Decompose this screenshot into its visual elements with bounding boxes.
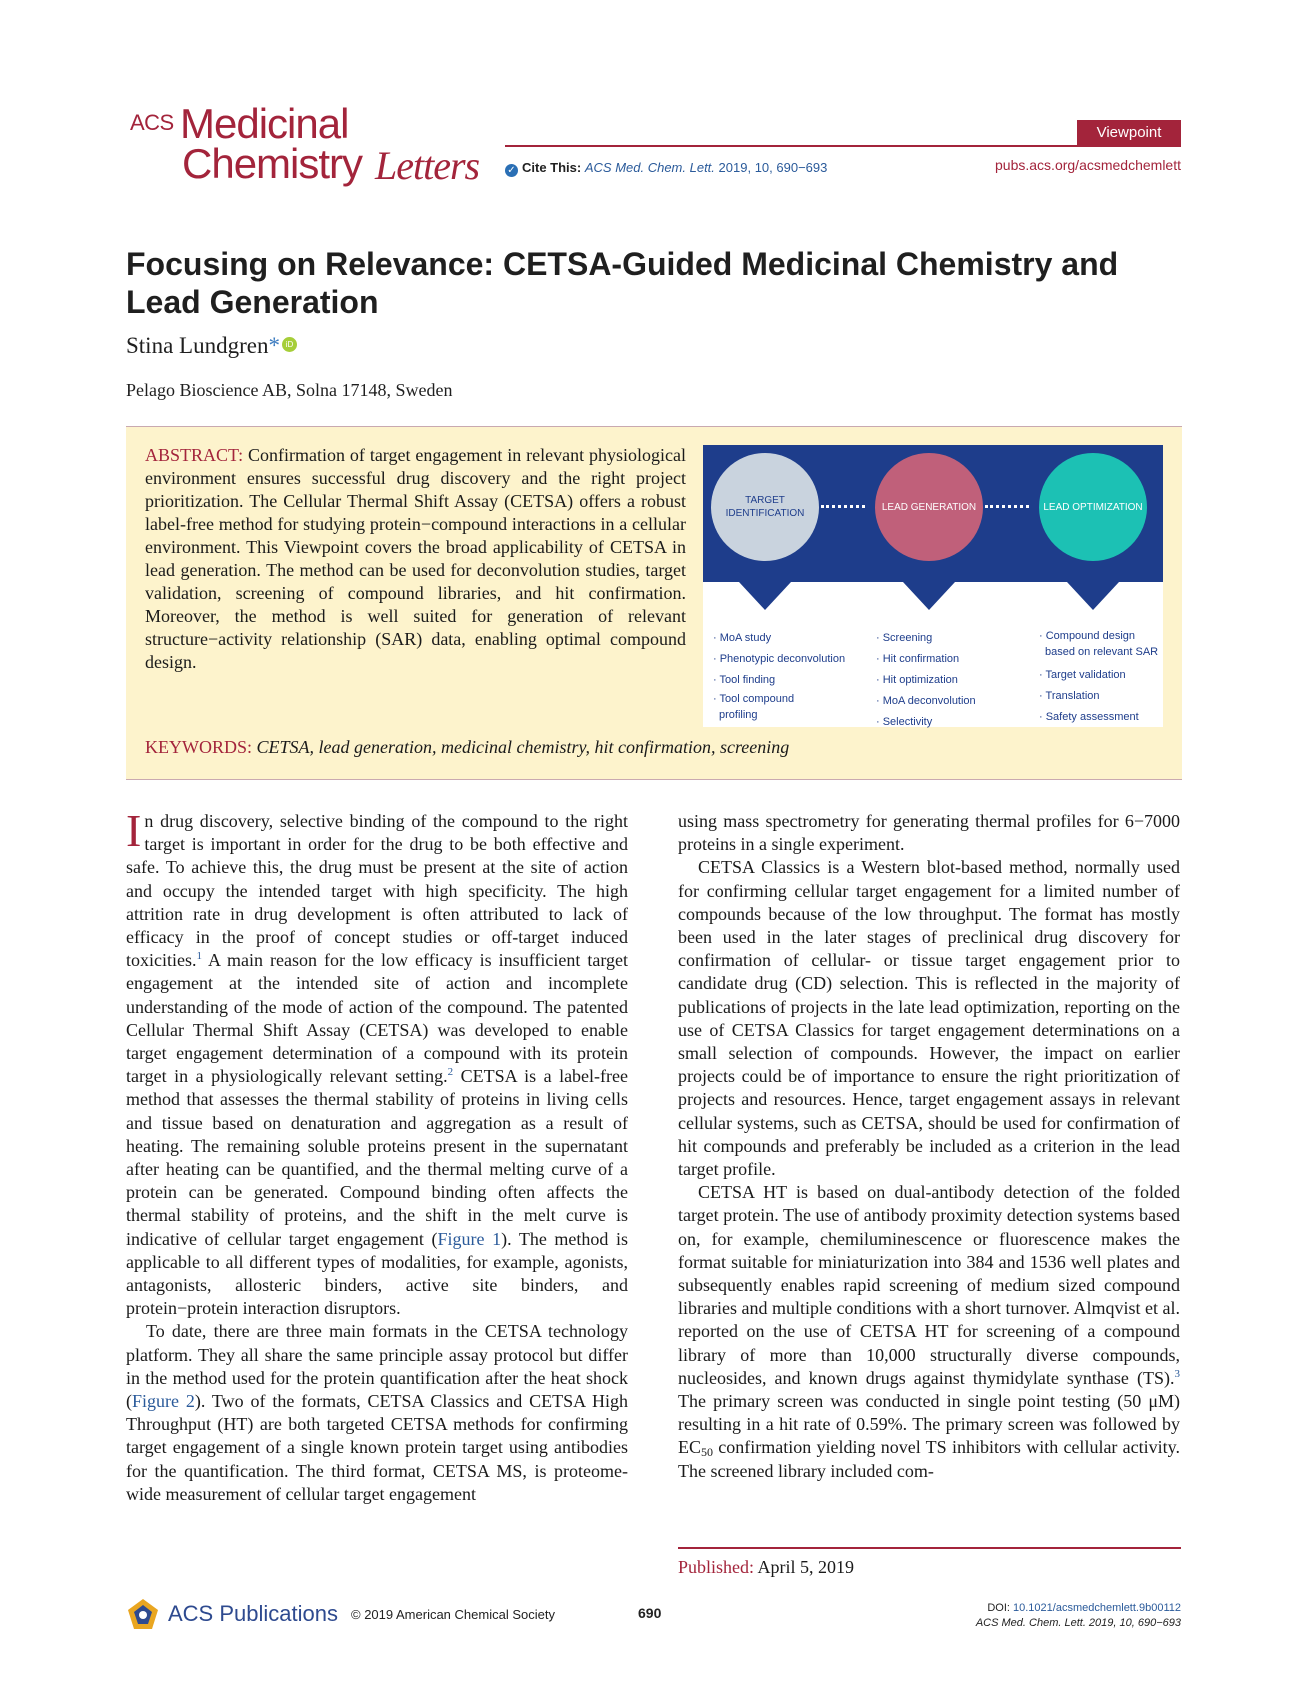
footer-citation: ACS Med. Chem. Lett. 2019, 10, 690−693	[975, 1617, 1181, 1629]
paragraph: To date, there are three main formats in the CETSA technology platform. They all share the same principle assay protocol but differ in the method used for the protein quantification after the heat shock (Figure 2). Two of the formats, CETSA Classics and CETSA High Throughput (HT) are both targeted CETSA methods for confirming target engagement of a single known protein target using antibodies for the quantification. The third format, CETSA MS, is proteome-wide measurement of cellular target engagement	[126, 1321, 628, 1504]
figure-1-link[interactable]: Figure 1	[437, 1228, 502, 1249]
toc-stage-target-identification: TARGET IDENTIFICATION	[711, 453, 819, 561]
doi-block: DOI: 10.1021/acsmedchemlett.9b00112 ACS Med. Chem. Lett. 2019, 10, 690−693	[975, 1602, 1181, 1629]
header-rule	[505, 145, 1181, 147]
body-column-right	[678, 810, 1180, 1483]
logo-medicinal: Medicinal	[180, 100, 349, 147]
journal-logo[interactable]	[130, 100, 490, 200]
check-icon: ✓	[505, 164, 518, 177]
toc-list-lead-optimization: · Compound design based on relevant SAR · Target validation · Translation · Safety assessment	[1039, 630, 1159, 723]
reference-link[interactable]: 1	[196, 950, 202, 963]
abstract	[145, 444, 686, 674]
cite-label: Cite This:	[522, 160, 582, 175]
affiliation: Pelago Bioscience AB, Solna 17148, Sweden	[126, 380, 453, 400]
paragraph: CETSA Classics is a Western blot-based method, normally used for confirming cellular target engagement for a limited number of compounds because of the low throughput. The format has mostly been used in the later stages of preclinical drug discovery for confirmation of cellular- or tissue target engagement prior to candidate drug (CD) selection. This is reflected in the majority of publications of projects in the late lead optimization, reporting on the use of CETSA Classics for target engagement determinations on a small selection of compounds. However, the impact on earlier projects could be of importance to ensure the right prioritization of projects and resources. Hence, target engagement assays in relevant cellular systems, such as CETSA, should be used for confirmation of hit compounds and preferably be included as a criterion in the lead target profile.	[678, 857, 1180, 1180]
reference-link[interactable]: 3	[1174, 1367, 1180, 1380]
abstract-label: ABSTRACT:	[145, 445, 244, 465]
copyright: © 2019 American Chemical Society	[351, 1607, 555, 1622]
keywords	[145, 737, 1045, 758]
orcid-icon[interactable]: iD	[282, 337, 297, 352]
logo-letters: Letters	[375, 143, 480, 188]
journal-url-link[interactable]: pubs.acs.org/acsmedchemlett	[995, 157, 1181, 173]
toc-arrow	[1067, 582, 1119, 610]
acs-publications-text: ACS Publications	[168, 1601, 338, 1626]
doi-link[interactable]: 10.1021/acsmedchemlett.9b00112	[1013, 1602, 1181, 1614]
cite-this[interactable]	[505, 160, 827, 177]
toc-arrow	[903, 582, 955, 610]
toc-connector	[821, 505, 865, 508]
reference-link[interactable]: 2	[447, 1066, 454, 1079]
toc-stage-lead-generation: LEAD GENERATION	[875, 453, 983, 561]
author-name[interactable]: Stina Lundgren	[126, 333, 269, 358]
logo-acs: ACS	[130, 110, 174, 135]
abstract-body: Confirmation of target engagement in relevant physiological environment ensures successful drug discovery and the right project prioritization. The Cellular Thermal Shift Assay (CETSA) offers a robust label-free method for studying protein−compound interactions in a cellular environment. This Viewpoint covers the broad applicability of CETSA in lead generation. The method can be used for deconvolution studies, target validation, screening of compound libraries, and hit confirmation. Moreover, the method is well suited for generation of relevant structure−activity relationship (SAR) data, enabling optimal compound design.	[145, 445, 686, 672]
toc-graphic	[703, 445, 1163, 727]
article-title: Focusing on Relevance: CETSA-Guided Medicinal Chemistry and Lead Generation	[126, 246, 1119, 320]
published-date: Published: April 5, 2019	[678, 1557, 855, 1577]
corresponding-author-mark[interactable]: *	[268, 333, 280, 358]
toc-stage-lead-optimization: LEAD OPTIMIZATION	[1039, 453, 1147, 561]
published-label: Published:	[678, 1557, 755, 1577]
paragraph: using mass spectrometry for generating thermal profiles for 6−7000 proteins in a single experiment.	[678, 811, 1180, 855]
toc-list-lead-generation: · Screening · Hit confirmation · Hit optimization · MoA deconvolution · Selectivity	[876, 632, 976, 728]
body-column-left	[126, 805, 629, 1506]
paragraph: In drug discovery, selective binding of the compound to the right target is important in order for the drug to be both effective and safe. To achieve this, the drug must be present at the site of action and occupy the intended target with high specificity. The high attrition rate in drug development is often attributed to lack of efficacy in the proof of concept studies or off-target induced toxicities.$^1$ A main reason for the low efficacy is insufficient target engagement at the intended site of action and incomplete understanding of the mode of action of the compound. The patented Cellular Thermal Shift Assay (CETSA) was developed to enable target engagement determination of a compound with its protein target in a physiologically relevant setting.$^2$ CETSA is a label-free method that assesses the thermal stability of proteins in living cells and tissue based on denaturation and aggregation as a result of heating. The remaining soluble proteins present in the supernatant after heating can be quantified, and the thermal melting curve of a protein can be generated. Compound binding often affects the thermal stability of proteins, and the shift in the melt curve is indicative of cellular target engagement (Figure 1). The method is applicable to all different types of modalities, for example, agonists, antagonists, allosteric binders, active site binders, and protein−protein interaction disruptors.	[126, 805, 629, 1319]
acs-publications-logo[interactable]	[126, 1594, 338, 1634]
paragraph: CETSA HT is based on dual-antibody detection of the folded target protein. The use of antibody proximity detection systems based on, for example, chemiluminescence or fluorescence makes the format suitable for miniaturization into 384 and 1536 well plates and subsequently enables rapid screening of medium sized compound libraries and multiple conditions with a short turnover. Almqvist et al. reported on the use of CETSA HT for screening of a compound library of more than 10,000 structurally diverse compounds, nucleosides, and known drugs against thymidylate synthase (TS).$^3$ The primary screen was conducted in single point testing (50 μM) resulting in a hit rate of 0.59%. The primary screen was followed by $EC_{50}$ confirmation yielding novel TS inhibitors with cellular activity. The screened library included com-	[678, 1182, 1180, 1481]
page-number: 690	[638, 1605, 662, 1621]
published-rule	[678, 1547, 1181, 1549]
toc-connector	[985, 505, 1029, 508]
article-type-badge: Viewpoint	[1077, 120, 1181, 145]
acs-shield-icon	[126, 1597, 160, 1631]
keywords-list: CETSA, lead generation, medicinal chemistry, hit confirmation, screening	[256, 737, 790, 757]
drop-cap: I	[126, 805, 142, 856]
author	[126, 333, 297, 359]
cite-reference[interactable]: ACS Med. Chem. Lett. 2019, 10, 690−693	[584, 160, 828, 175]
logo-chemistry: Chemistry	[182, 140, 363, 187]
keywords-label: KEYWORDS:	[145, 737, 252, 757]
toc-arrow	[739, 582, 791, 610]
figure-2-link[interactable]: Figure 2	[132, 1391, 195, 1412]
toc-list-target-identification: · MoA study · Phenotypic deconvolution · Tool finding · Tool compound profiling	[713, 632, 846, 721]
